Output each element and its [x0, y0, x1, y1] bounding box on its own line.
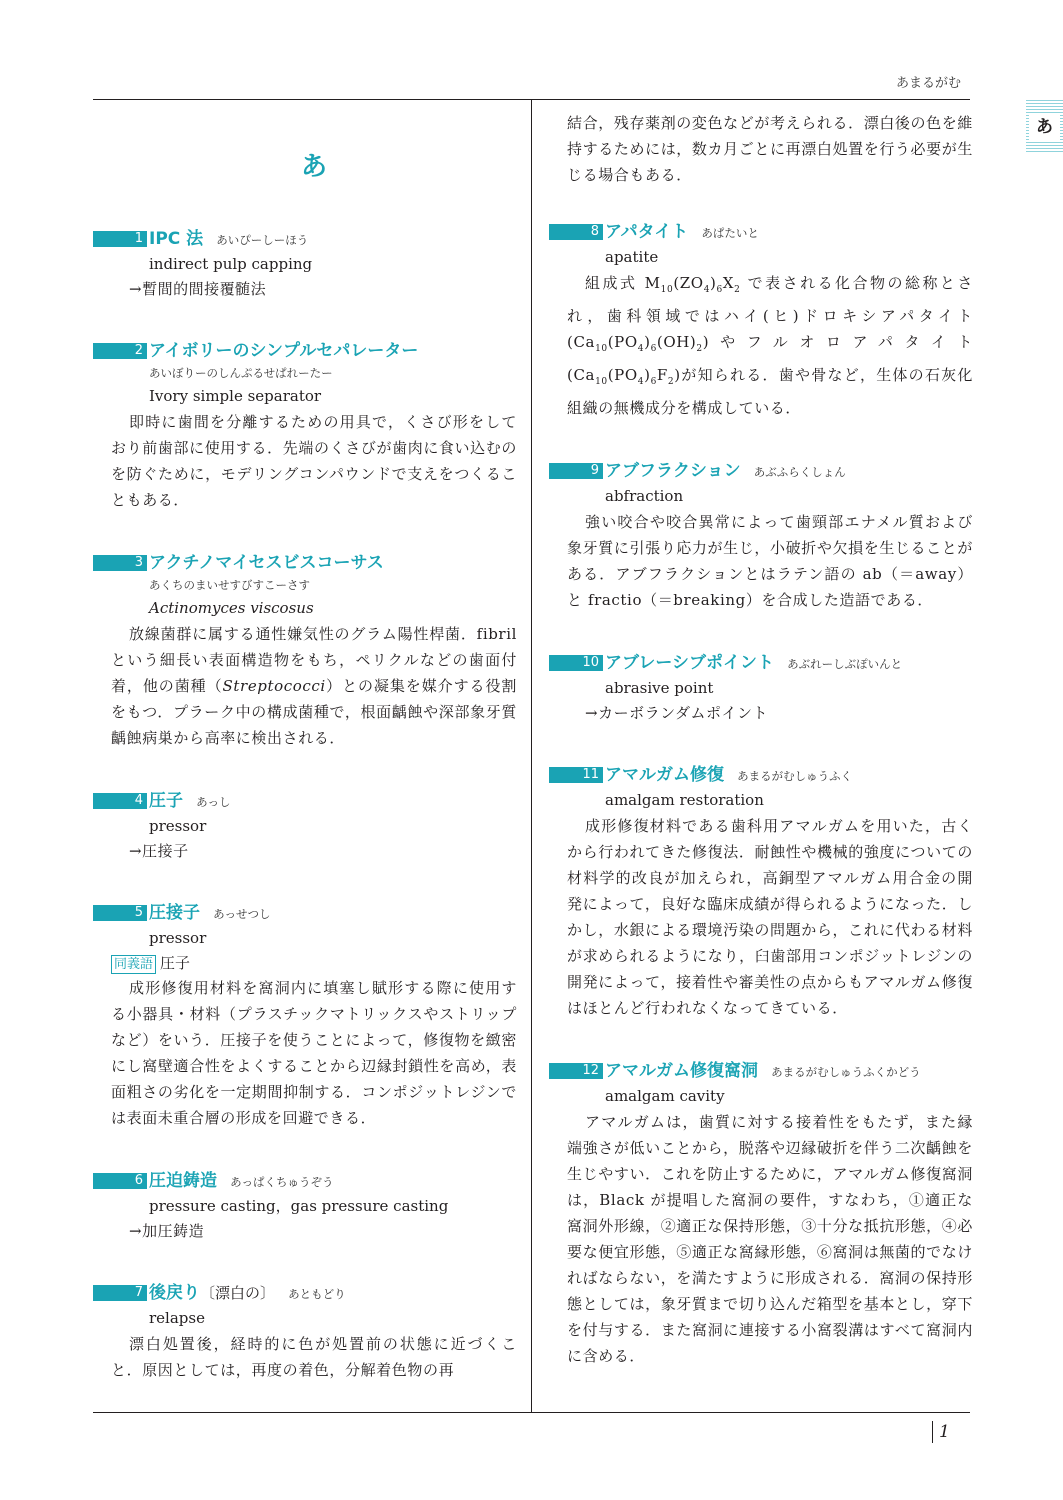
page-number: 1 [932, 1421, 950, 1443]
running-head: あまるがむ [895, 76, 961, 91]
entry-english: indirect pulp capping [149, 255, 313, 273]
formula-part: )が知られる．歯や骨など，生体の石灰化組織の無機成分を構成している． [567, 366, 973, 417]
entry-cross-reference: →圧接子 [129, 842, 189, 860]
left-column [111, 110, 517, 1421]
synonym-label: 同義語 [111, 955, 156, 974]
entry-term: アマルガム修復 [605, 765, 724, 785]
entry-number-badge: 10 [549, 655, 603, 671]
synonym-line [111, 951, 517, 975]
entry-8 [567, 220, 973, 421]
column-divider [531, 99, 532, 1412]
entry-english: pressure casting，gas pressure casting [149, 1197, 449, 1215]
entry-english: amalgam cavity [605, 1087, 725, 1105]
entry-4 [111, 789, 517, 863]
entry-english: relapse [149, 1309, 205, 1327]
entry-12 [567, 1059, 973, 1369]
entry-reading: あぶふらくしょん [753, 465, 846, 479]
formula-subscript: 10 [595, 344, 608, 354]
entry-head [111, 227, 517, 251]
formula-subscript: 4 [637, 377, 645, 387]
entry-english: pressor [149, 929, 207, 947]
entry-reading: あぶれーしぶぽいんと [787, 657, 903, 671]
entry-number-badge: 9 [549, 463, 603, 479]
formula-part: ) [644, 333, 651, 351]
entry-number-badge: 12 [549, 1063, 603, 1079]
entry-cross-reference: →加圧鋳造 [129, 1222, 205, 1240]
entry-head [111, 551, 517, 575]
entry-term: 圧子 [149, 791, 183, 811]
formula-subscript: 4 [637, 344, 645, 354]
entry-reading: あいぼりーのしんぷるせぱれーたー [149, 366, 333, 380]
index-thumb-tab [1026, 100, 1063, 154]
entry-cross-reference: →暫間的間接覆髄法 [129, 280, 267, 298]
entry-number-badge: 2 [93, 343, 147, 359]
entry-description: 成形修復材料である歯科用アマルガムを用いた，古くから行われてきた修復法．耐蝕性や機械的強度についての材料学的改良が加えられ，高銅型アマルガム用合金の開発によって，良好な臨床成績が得られるようになった．しかし，水銀による環境汚染の問題から，これに代わる材料が求められるようになり，臼歯部用コンポジットレジンの開発によって，接着性や審美性の点からもアマルガム修復はほとんど行われなくなってきている． [567, 817, 973, 1017]
description-italic-term: Streptococci [222, 677, 326, 695]
entry-head [111, 789, 517, 813]
entry-english: abrasive point [605, 679, 714, 697]
entry-reading: あっし [196, 795, 231, 809]
entry-reading: あともどり [288, 1287, 346, 1301]
entry-description [111, 621, 517, 751]
entry-head [567, 763, 973, 787]
entry-english: Ivory simple separator [149, 387, 322, 405]
entry-description [567, 270, 973, 421]
entry-number-badge: 8 [549, 224, 603, 240]
entry-5 [111, 901, 517, 1131]
entry-term: アパタイト [605, 222, 689, 242]
entry-reading: あいぴーしーほう [216, 233, 309, 247]
formula-subscript: 6 [650, 377, 657, 387]
entry-term: 圧迫鋳造 [149, 1171, 217, 1191]
formula-part: (PO [607, 366, 638, 384]
entry-number-badge: 4 [93, 793, 147, 809]
formula-subscript: 10 [660, 285, 674, 295]
entry-reading: あぱたいと [701, 226, 759, 240]
entry-english: apatite [605, 248, 659, 266]
entry-7-continued [567, 110, 973, 188]
entry-term-note: 〔漂白の〕 [200, 1284, 276, 1302]
entry-cross-reference: →カーボランダムポイント [585, 704, 768, 722]
entry-term: アブフラクション [605, 461, 741, 481]
entry-number-badge: 5 [93, 905, 147, 921]
formula-part: ) [710, 274, 717, 292]
entry-reading: あっせつし [213, 907, 271, 921]
entry-number-badge: 6 [93, 1173, 147, 1189]
entry-reading: あくちのまいせすびすこーさす [149, 578, 310, 592]
formula-part: で表される化合物の総称とされ，歯科領域ではハイ(ヒ)ドロキシアパタイト(Ca [567, 274, 973, 351]
entry-6 [111, 1169, 517, 1243]
entry-term [149, 1283, 275, 1303]
entry-head [567, 459, 973, 483]
entry-reading: あまるがむしゅうふくかどう [771, 1065, 921, 1079]
entry-head [567, 1059, 973, 1083]
entry-head [111, 1169, 517, 1193]
formula-part: )やフルオロアパタイト(Ca [567, 333, 973, 384]
entry-7 [111, 1281, 517, 1383]
entry-term: アマルガム修復窩洞 [605, 1061, 758, 1081]
entry-term: アイボリーのシンプルセパレーター [149, 341, 419, 361]
synonym-value: 圧子 [160, 954, 191, 972]
entry-number-badge: 11 [549, 767, 603, 783]
description-part: ）との凝集を媒介する役割をもつ．プラーク中の構成菌種で，根面齲蝕や深部象牙質齲蝕病巣から高率に検出される． [111, 677, 518, 747]
formula-part: F [656, 366, 668, 384]
section-letter: あ [300, 152, 327, 182]
entry-head [111, 1281, 517, 1305]
formula-part: ) [644, 366, 651, 384]
entry-head [567, 220, 973, 244]
formula-subscript: 2 [696, 344, 703, 354]
entry-description: 成形修復用材料を窩洞内に填塞し賦形する際に使用する小器具・材料（プラスチックマトリックスやストリップなど）をいう．圧接子を使うことによって，修復物を緻密にし窩壁適合性をよくすることから辺縁封鎖性を高め，表面粗さの劣化を一定期間抑制する．コンポジットレジンでは表面未重合層の形成を回避できる． [111, 979, 517, 1127]
entry-term: IPC 法 [149, 229, 204, 249]
entry-10 [567, 651, 973, 725]
entry-description: 漂白処置後，経時的に色が処置前の状態に近づくこと．原因としては，再度の着色，分解着色物の再 [111, 1335, 517, 1379]
formula-part: X [722, 274, 735, 292]
entry-description: 即時に歯間を分離するための用具で，くさび形をしており前歯部に使用する．先端のくさびが歯肉に食い込むのを防ぐために，モデリングコンパウンドで支えをつくることもある． [111, 413, 517, 509]
entry-head [111, 901, 517, 925]
entry-2 [111, 339, 517, 513]
formula-subscript: 4 [703, 285, 711, 295]
entry-reading: あまるがむしゅうふく [737, 769, 853, 783]
formula-part: (OH) [656, 333, 697, 351]
entry-11 [567, 763, 973, 1021]
formula-part: (PO [607, 333, 638, 351]
entry-1 [111, 227, 517, 301]
entry-english: amalgam restoration [605, 791, 764, 809]
thumb-tab-letter: あ [1029, 114, 1060, 140]
entry-english: abfraction [605, 487, 684, 505]
entry-reading: あっぱくちゅうぞう [230, 1175, 334, 1189]
entry-term: アクチノマイセスビスコーサス [149, 553, 384, 573]
entry-term: 圧接子 [149, 903, 200, 923]
formula-subscript: 6 [716, 285, 723, 295]
formula-subscript: 2 [667, 377, 675, 387]
entry-description-continued: 結合，残存薬剤の変色などが考えられる．漂白後の色を維持するためには，数カ月ごとに再漂白処置を行う必要が生じる場合もある． [567, 114, 973, 184]
entry-number-badge: 1 [93, 231, 147, 247]
formula-part: (ZO [673, 274, 704, 292]
formula-subscript: 6 [650, 344, 657, 354]
entry-description: 強い咬合や咬合異常によって歯頸部エナメル質および象牙質に引張り応力が生じ，小破折や欠損を生じることがある．アブフラクションとはラテン語の ab（＝away）と fractio（＝breaking）を合成した造語である． [567, 513, 973, 609]
entry-head [567, 651, 973, 675]
entry-9 [567, 459, 973, 613]
entry-head [111, 339, 517, 363]
formula-subscript: 2 [734, 285, 741, 295]
entry-number-badge: 7 [93, 1285, 147, 1301]
entry-english: pressor [149, 817, 207, 835]
entry-english: Actinomyces viscosus [149, 599, 314, 617]
entry-term-text: 後戻り [149, 1283, 200, 1303]
entry-description: アマルガムは，歯質に対する接着性をもたず，また縁端強さが低いことから，脱落や辺縁破折を伴う二次齲蝕を生じやすい．これを防止するために，アマルガム修復窩洞は，Black が提唱した窩洞の要件，すなわち，①適正な窩洞外形線，②適正な保持形態，③十分な抵抗形態，④必要な便宜形態，⑤適正な窩縁形態，⑥窩洞は無菌的でなければならない，を満たすように形成される．窩洞の保持形態としては，象牙質まで切り込んだ箱型を基本とし，穿下を付与する．また窩洞に連接する小窩裂溝はすべて窩洞内に含める． [567, 1113, 973, 1365]
right-column [567, 110, 973, 1407]
description-part: 放線菌群に属する通性嫌気性のグラム陽性桿菌．fibril という細長い表面構造物をもち，ペリクルなどの歯面付着，他の菌種（ [111, 625, 517, 695]
entry-3 [111, 551, 517, 751]
entry-term: アブレーシブポイント [605, 653, 774, 673]
entry-number-badge: 3 [93, 555, 147, 571]
formula-part: 組成式 M [585, 274, 661, 292]
formula-subscript: 10 [595, 377, 608, 387]
